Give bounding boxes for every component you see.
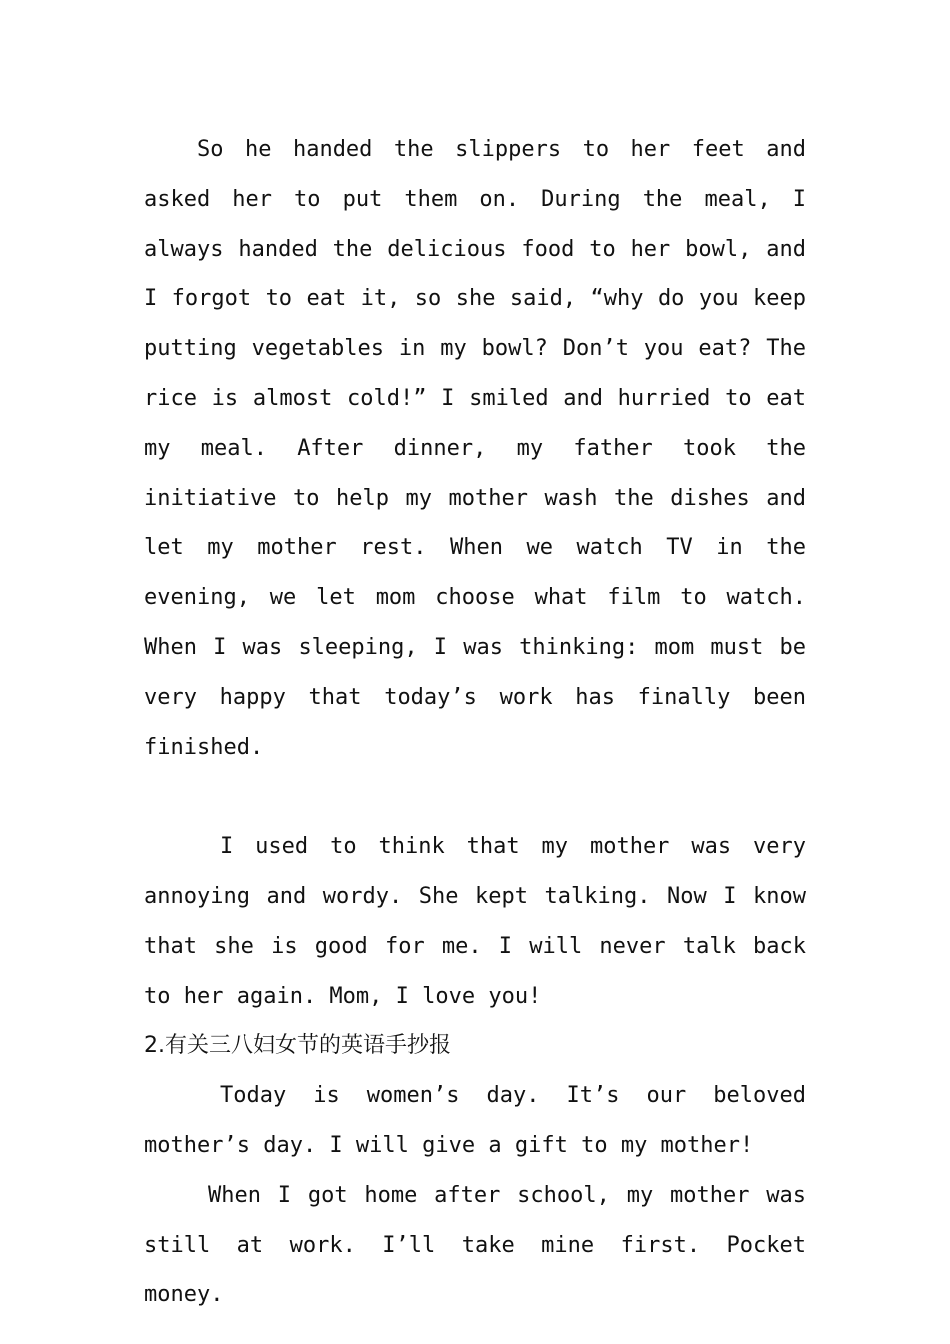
paragraph-slippers: So he handed the slippers to her feet and asked her to put them on. During the meal, I always handed the delicious food to her bowl, and I forgot to eat it, so she said, “why do you keep putting vegetables in my bowl? Don’t you eat? The rice is almost cold!” I smiled and hurried to eat my meal. After dinner, my father took the initiative to help my mother wash the dishes and let my mother rest. When we watch TV in the evening, we let mom choose what film to watch. When I was sleeping, I was thinking: mom must be very happy that today’s work has finally been finished. bbox=[144, 137, 806, 760]
blank-line bbox=[144, 772, 806, 822]
document-page bbox=[144, 125, 806, 1320]
paragraph-after-school: When I got home after school, my mother was still at work. I’ll take mine first. Pocket money. bbox=[144, 1182, 806, 1308]
paragraph-womens-day: Today is women’s day. It’s our beloved mother’s day. I will give a gift to my mother! bbox=[144, 1083, 806, 1158]
paragraph-annoying: I used to think that my mother was very annoying and wordy. She kept talking. Now I know that she is good for me. I will never talk back to her again. Mom, I love you! bbox=[144, 834, 806, 1009]
section-heading: 2.有关三八妇女节的英语手抄报 bbox=[144, 1033, 451, 1059]
